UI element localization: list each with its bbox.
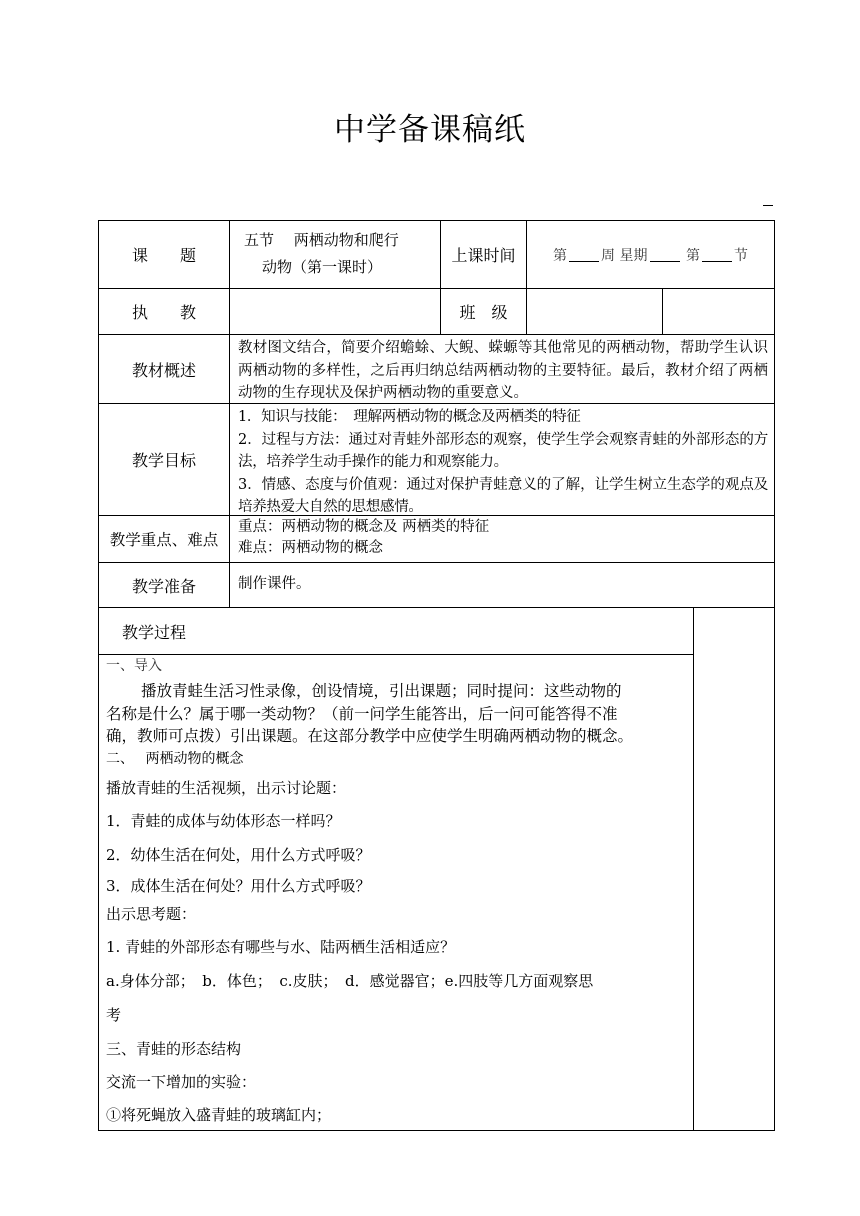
time-week-prefix: 第 [553,247,568,264]
intro-para-line1: 播放青蛙生活习性录像，创设情境，引出课题；同时提问：这些动物的 [141,682,622,700]
goal-process: 2．过程与方法：通过对青蛙外部形态的观察，使学生学会观察青蛙的外部形态的方法，培养学生动手操作的能力和观察能力。 [238,431,768,470]
think-title: 出示思考题： [106,905,197,923]
goals-text [230,404,774,515]
week-blank[interactable] [569,247,599,262]
goal-knowledge: 1．知识与技能： 理解两栖动物的概念及两栖类的特征 [238,409,581,425]
section-concept-title: 二、 两栖动物的概念 [106,751,244,767]
corner-dash [763,205,773,206]
discussion-q1: 1．青蛙的成体与幼体形态一样吗？ [106,812,341,830]
keypoint-focus: 重点：两栖动物的概念及 两栖类的特征 [238,519,490,535]
think-options-cont: 考 [106,1006,122,1024]
class-label: 班 级 [459,303,508,322]
discussion-q2: 2．幼体生活在何处，用什么方式呼吸？ [106,846,371,864]
keypoint-difficulty: 难点：两栖动物的概念 [238,540,383,556]
table-border-right [774,220,775,1131]
intro-para-line2: 名称是什么？属于哪一类动物？（前一问学生能答出，后一问可能答得不准 [106,705,618,723]
period-blank[interactable] [702,247,732,262]
think-q1: 1. 青蛙的外部形态有哪些与水、陆两栖生活相适应？ [106,938,456,956]
page-title: 中学备课稿纸 [334,112,526,148]
think-options: a.身体分部； b．体色； c.皮肤； d．感觉器官；e.四肢等几方面观察思 [106,972,594,990]
class-time-value [527,221,774,288]
topic-line2: 动物（第一课时） [262,258,383,276]
topic-line1: 五节 两栖动物和爬行 [244,231,399,249]
section-structure-title: 三、青蛙的形态结构 [106,1040,242,1058]
time-period-prefix: 第 [685,247,700,264]
overview-text: 教材图文结合，简要介绍蟾蜍、大鲵、蝾螈等其他常见的两栖动物，帮助学生认识两栖动物的多样性，之后再归纳总结两栖动物的主要特征。最后，教材介绍了两栖动物的生存现状及保护两栖动物的重要意义。 [238,340,768,401]
class-value[interactable] [527,289,662,334]
table-border-bottom [98,1130,775,1131]
experiment-1: ①将死蝇放入盛青蛙的玻璃缸内； [106,1106,332,1124]
class-time-label: 上课时间 [451,246,516,265]
prep-text: 制作课件。 [238,576,311,592]
prep-label: 教学准备 [131,576,196,596]
structure-intro: 交流一下增加的实验： [106,1073,257,1091]
teacher-value[interactable] [230,289,440,334]
table-rule [98,607,775,608]
keypoints-label: 教学重点、难点 [109,531,219,549]
section-intro-title: 一、导入 [106,658,162,674]
table-col-rule [662,288,663,335]
intro-para-line3: 确，教师可点拨）引出课题。在这部分教学中应使学生明确两栖动物的概念。 [106,727,634,745]
process-header: 教学过程 [122,623,187,642]
time-weekday: 周 星期 [601,247,648,264]
overview-label: 教材概述 [131,360,196,380]
teacher-label: 执 教 [131,303,196,322]
goals-label: 教学目标 [131,451,196,470]
weekday-blank[interactable] [650,247,680,262]
discussion-q3: 3．成体生活在何处？用什么方式呼吸？ [106,877,371,895]
time-period-suffix: 节 [733,247,748,264]
goal-attitude: 3．情感、态度与价值观：通过对保护青蛙意义的了解，让学生树立生态学的观点及培养热爱大自然的思想感情。 [238,476,768,515]
concept-intro: 播放青蛙的生活视频，出示讨论题： [106,779,347,797]
topic-label: 课 题 [131,246,196,265]
topic-value [230,221,440,288]
keypoints-text [230,516,774,562]
